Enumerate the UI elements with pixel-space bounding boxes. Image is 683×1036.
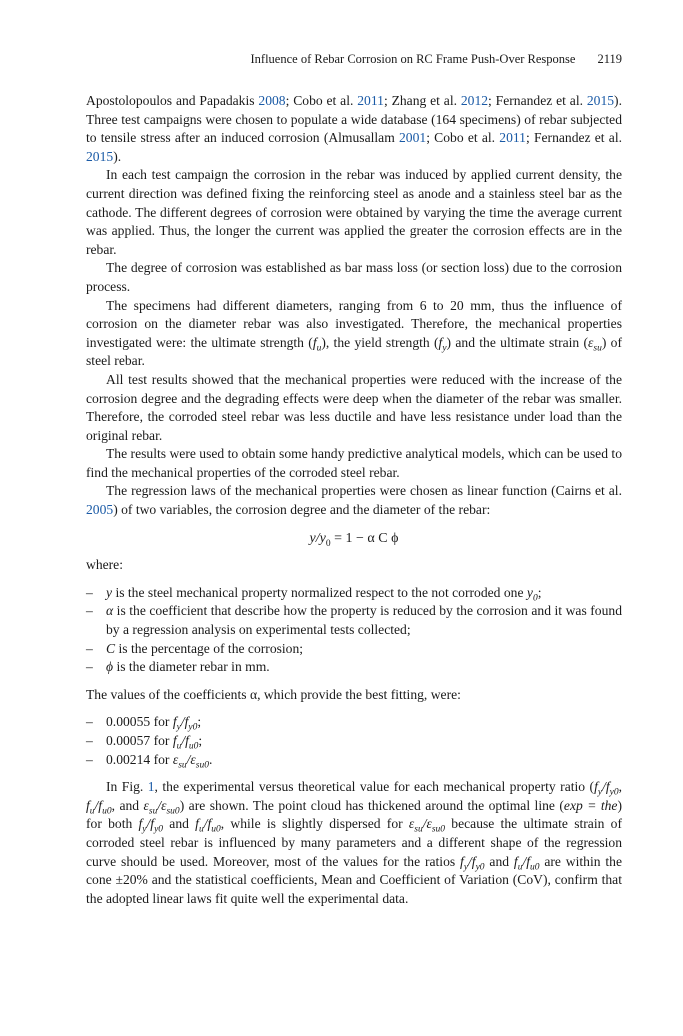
running-title: Influence of Rebar Corrosion on RC Frame Push-Over Response [250,52,576,66]
citation-link[interactable]: 2015 [86,148,114,164]
coefficient-list [86,713,622,769]
list-item: – α is the coefficient that describe how the property is reduced by the corrosion and it was found by a regression analysis on experimental tests collected; [86,603,622,638]
citation-link[interactable]: 2001 [399,130,427,146]
paragraph-7: The regression laws of the mechanical properties were chosen as linear function (Cairns et al. 2005) of two variables, the corrosion degree and the diameter of the rebar: [86,483,622,518]
citation-link[interactable]: 2012 [460,93,489,108]
list-item: – C is the percentage of the corrosion; [86,640,304,656]
equation-lhs: y/y [309,530,326,546]
page-number: 2119 [597,52,622,66]
paragraph-2: In each test campaign the corrosion in the rebar was induced by applied current density, the current direction was defined fixing the reinforcing steel as anode and a stainless steel bar as the cathode. The different degrees of corrosion were obtained by varying the time the average current was applied. Thus, the longer the current was applied the greater the corrosion effects are in the rebar. [86,167,622,257]
citation-link[interactable]: 2015 [586,93,615,108]
list-item: – y is the steel mechanical property normalized respect to the not corroded one $y_0$; [86,584,542,604]
paragraph-5: All test results showed that the mechanical properties were reduced with the increase of the corrosion degree and the degrading effects were deep when the diameter of the rebar was smaller. Therefore, the corroded steel rebar was less ductile and have less resistance under load than the original rebar. [86,371,622,443]
citation-link[interactable]: 2008 [258,93,286,108]
list-item: – ϕ is the diameter rebar in mm. [86,659,270,675]
body-text [86,92,622,908]
paragraph-4: The specimens had different diameters, ranging from 6 to 20 mm, thus the influence of corrosion on the diameter rebar was also investigated. Therefore, the mechanical properties investigated were: the ultimate strength $(f_u)$, the yield strength $(f_y)$ and the ultimate strain $(\varepsilon_{su})$ of steel rebar. [86,297,623,369]
variable-list [86,584,622,677]
list-item: – 0.00214 for $\varepsilon_{su}/\varepsilon_{su0}$. [86,751,213,771]
equation-rhs: = 1 − α C ϕ [334,530,399,546]
coefficients-intro: The values of the coefficients α, which provide the best fitting, were: [86,686,461,702]
running-header [86,52,622,67]
equation-subscript: 0 [325,538,331,549]
paragraph-6: The results were used to obtain some handy predictive analytical models, which can be used to find the mechanical properties of the corroded steel rebar. [86,446,622,480]
paragraph-3: The degree of corrosion was established as bar mass loss (or section loss) due to the corrosion process. [86,260,622,294]
paragraph-1: Apostolopoulos and Papadakis 2008; Cobo et al. 2011; Zhang et al. 2012; Fernandez et al. 2015). Three test campaigns were chosen to populate a wide database (164 specimens) of rebar subjected to tensile stress after an induced corrosion (Almusallam 2001; Cobo et al. 2011; Fernandez et al. 2015). [86,93,622,164]
paragraph-8: In Fig. 1, the experimental versus theoretical value for each mechanical property ratio ($f_y/f_{y0}$, $f_u/f_{u0}$, and $\varepsilon_{su}/\varepsilon_{su0}$) are shown. The point cloud has thickened around the optimal line (exp = the) for both $f_y/f_{y0}$ and $f_u/f_{u0}$, while is slightly dispersed for $\varepsilon_{su}/\varepsilon_{su0}$ because the ultimate strain of corroded steel rebar is influenced by many parameters and a different shape of the regression curve should be used. Moreover, most of the values for the ratios $f_y/f_{y0}$ and $f_u/f_{u0}$ are within the cone ±20% and the statistical coefficients, Mean and Coefficient of Variation (CoV), confirm that the adopted linear laws fit quite well the experimental data. [86,779,622,906]
citation-link[interactable]: 2005 [86,502,114,518]
equation [86,530,622,549]
citation-link[interactable]: 2011 [357,93,384,108]
citation-link[interactable]: 2011 [499,130,526,146]
where-label: where: [86,557,123,573]
figure-link[interactable]: 1 [147,779,155,795]
list-item: – 0.00057 for $f_u/f_{u0}$; [86,733,203,752]
list-item: – 0.00055 for $f_y/f_{y0}$; [86,714,202,734]
